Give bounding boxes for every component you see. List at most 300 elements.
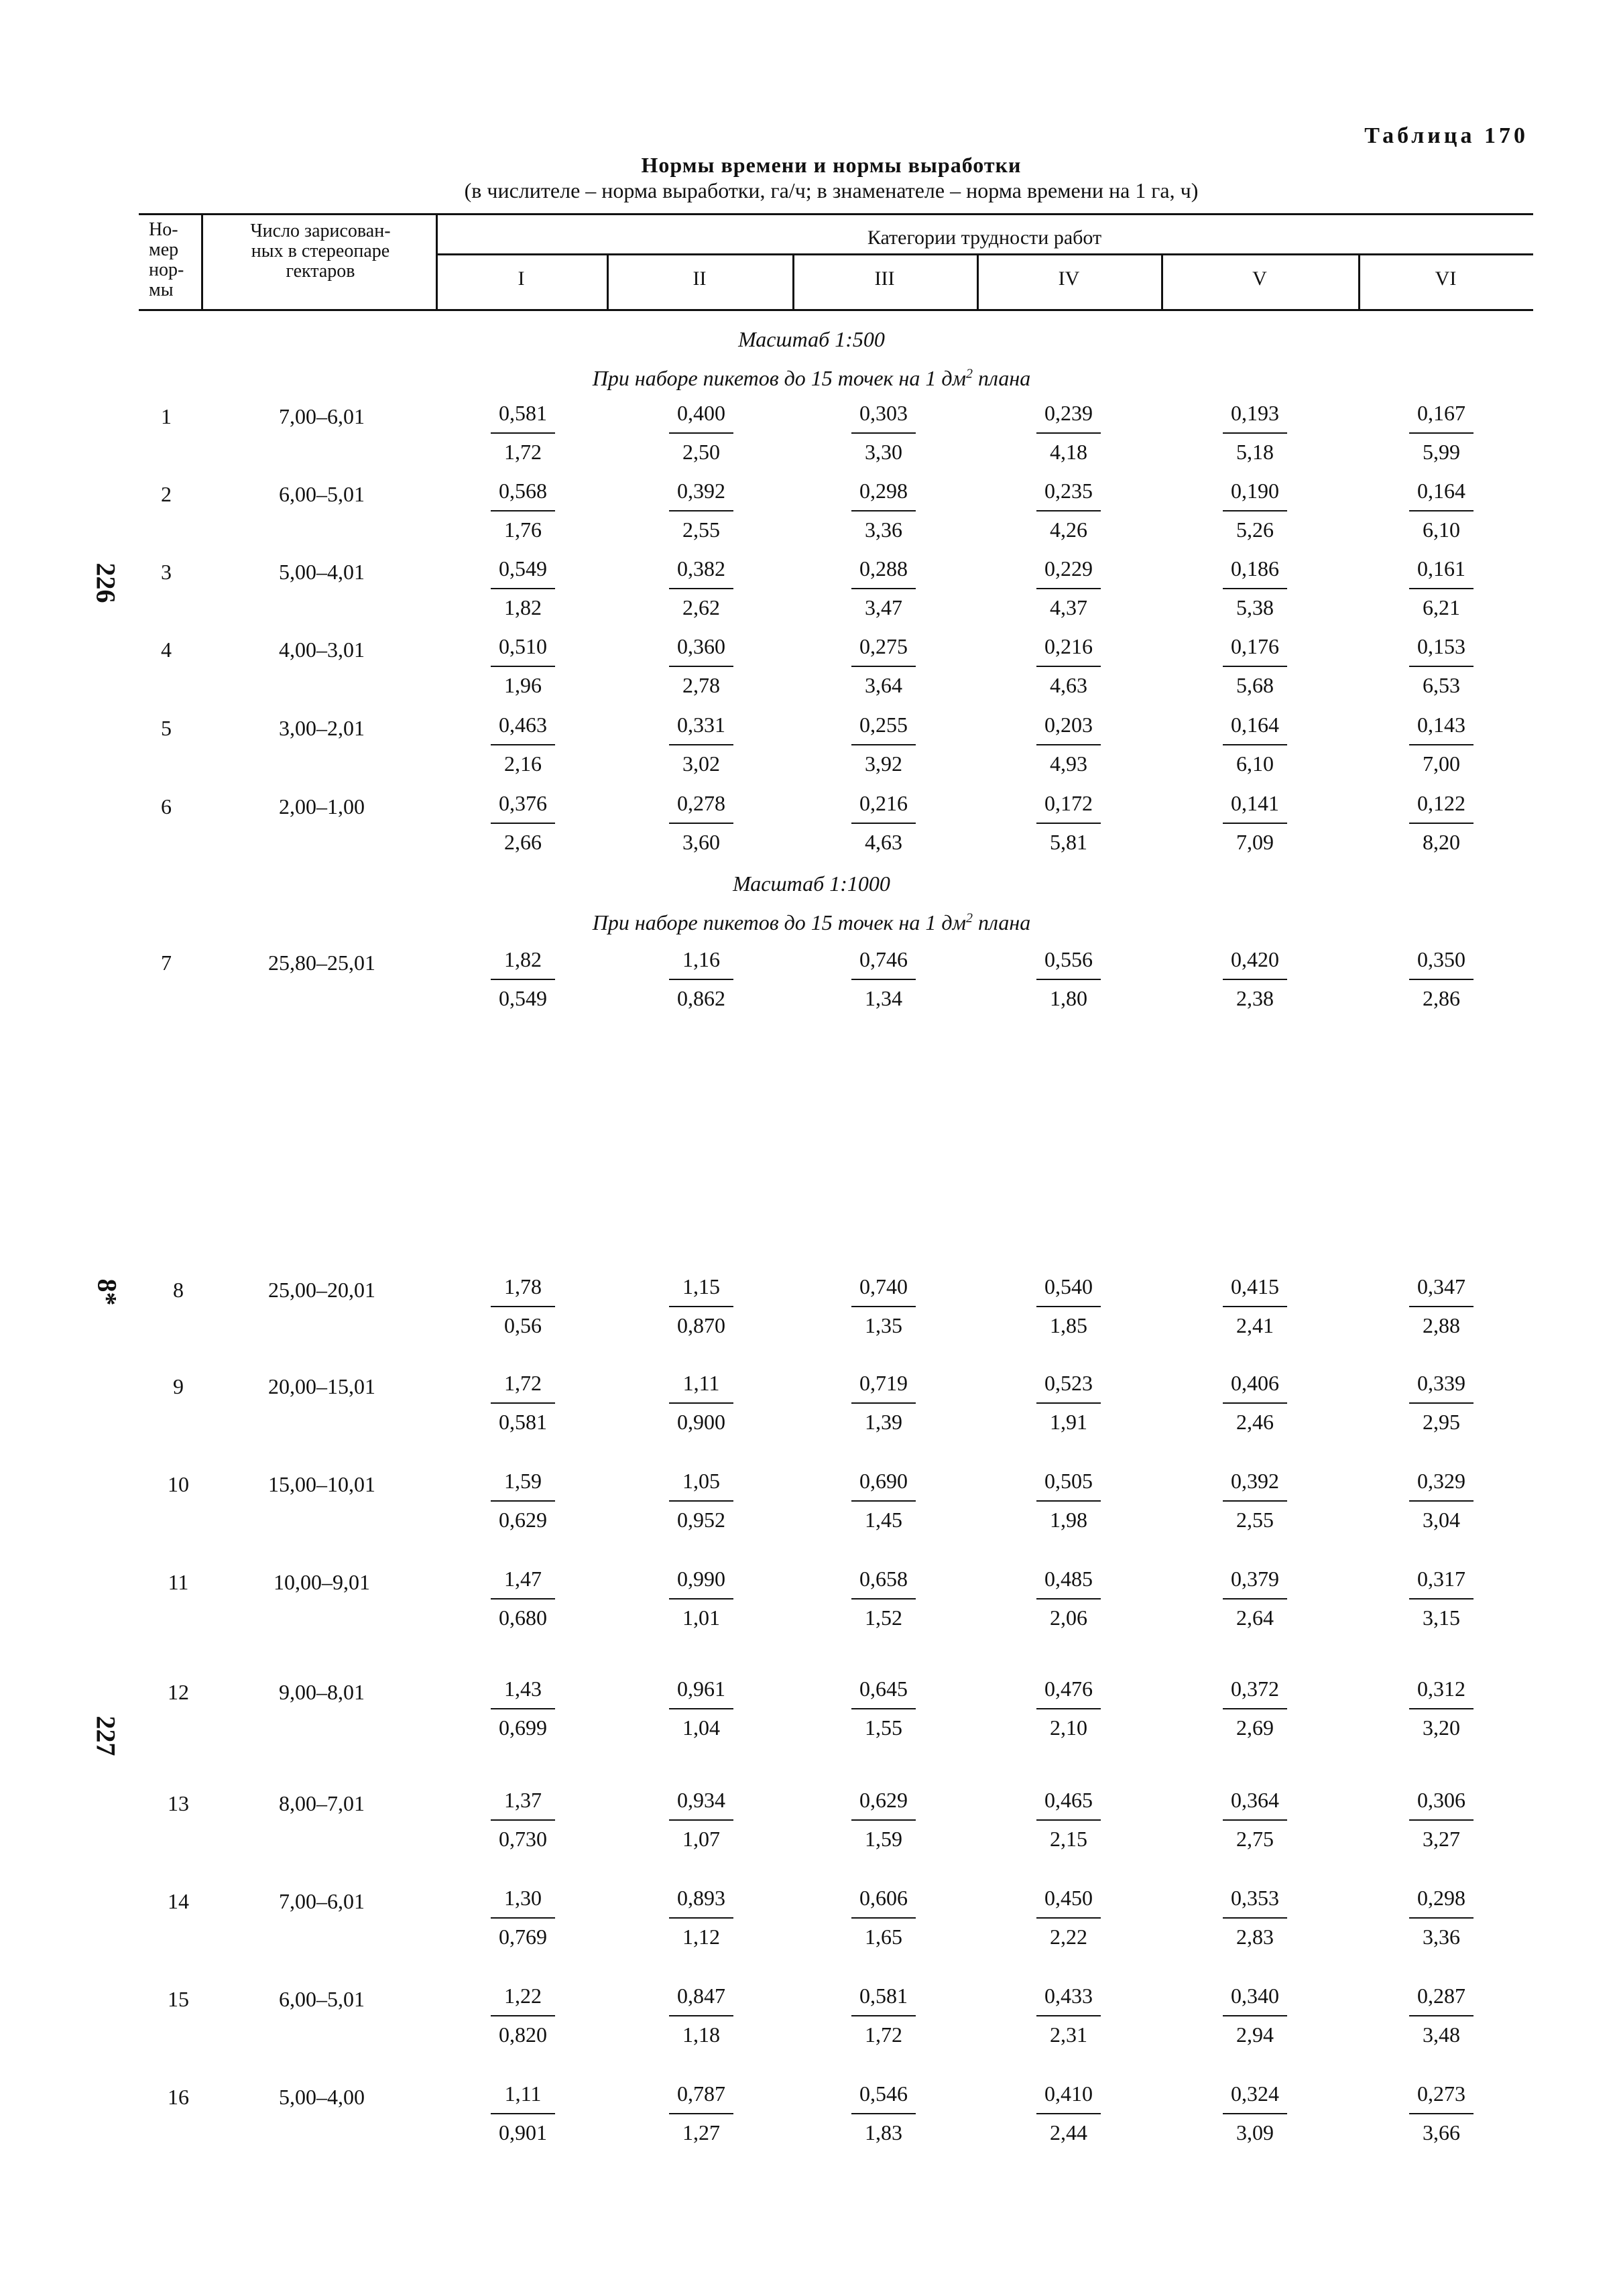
- fraction-bar: [1223, 1917, 1287, 1919]
- output-rate: 0,510: [499, 634, 547, 658]
- output-rate: 0,298: [1417, 1886, 1465, 1910]
- hectare-range: 20,00–15,01: [268, 1374, 375, 1398]
- output-rate: 0,581: [859, 1984, 908, 2008]
- output-rate: 0,476: [1044, 1677, 1093, 1701]
- norm-fraction: [476, 2079, 570, 2147]
- output-rate: 0,275: [859, 634, 908, 658]
- norm-fraction: [837, 1675, 930, 1742]
- norm-fraction: [1394, 1884, 1488, 1951]
- output-rate: 0,629: [859, 1788, 908, 1812]
- time-rate: 4,26: [1050, 518, 1087, 542]
- time-rate: 3,66: [1423, 2120, 1460, 2144]
- header-category-2: II: [693, 267, 707, 290]
- norm-fraction: [837, 1272, 930, 1339]
- output-rate: 0,485: [1044, 1567, 1093, 1591]
- norm-fraction: [654, 1467, 748, 1534]
- time-rate: 2,86: [1423, 986, 1460, 1010]
- time-rate: 3,47: [865, 595, 902, 619]
- fraction-bar: [1223, 744, 1287, 745]
- fraction-bar: [1223, 2113, 1287, 2114]
- header-bottom-rule: [139, 309, 1533, 311]
- fraction-bar: [1409, 1598, 1474, 1599]
- output-rate: 1,16: [682, 947, 720, 971]
- hectare-range: 10,00–9,01: [274, 1570, 370, 1594]
- time-rate: 2,46: [1236, 1410, 1274, 1434]
- norm-fraction: [837, 945, 930, 1012]
- output-rate: 0,415: [1231, 1274, 1279, 1298]
- fraction-bar: [669, 1819, 733, 1821]
- hectare-range: 7,00–6,01: [279, 404, 365, 428]
- time-rate: 3,48: [1423, 2022, 1460, 2047]
- norm-fraction: [837, 789, 930, 856]
- output-rate: 0,787: [677, 2081, 725, 2106]
- output-rate: 0,303: [859, 401, 908, 425]
- fraction-bar: [1036, 588, 1101, 589]
- fraction-bar: [1036, 1708, 1101, 1709]
- fraction-bar: [1409, 823, 1474, 824]
- time-rate: 3,64: [865, 673, 902, 697]
- time-rate: 5,68: [1236, 673, 1274, 697]
- time-rate: 0,549: [499, 986, 547, 1010]
- fraction-bar: [1036, 1819, 1101, 1821]
- hectare-range: 25,80–25,01: [268, 951, 375, 975]
- time-rate: 0,952: [677, 1508, 725, 1532]
- norm-fraction: [1022, 2079, 1116, 2147]
- time-rate: 0,870: [677, 1313, 725, 1337]
- output-rate: 0,581: [499, 401, 547, 425]
- norm-fraction: [837, 632, 930, 699]
- norm-fraction: [1208, 1786, 1302, 1853]
- fraction-bar: [851, 510, 916, 511]
- norm-fraction: [476, 1369, 570, 1436]
- time-rate: 5,18: [1236, 440, 1274, 464]
- time-rate: 1,39: [865, 1410, 902, 1434]
- time-rate: 6,10: [1423, 518, 1460, 542]
- hectare-range: 8,00–7,01: [279, 1791, 365, 1815]
- section-condition: [0, 910, 1623, 935]
- time-rate: 4,63: [1050, 673, 1087, 697]
- norm-fraction: [1022, 1884, 1116, 1951]
- time-rate: 2,78: [682, 673, 720, 697]
- fraction-bar: [1409, 2113, 1474, 2114]
- output-rate: 0,164: [1417, 479, 1465, 503]
- fraction-bar: [669, 1598, 733, 1599]
- norm-fraction: [837, 1982, 930, 2049]
- norm-fraction: [837, 1884, 930, 1951]
- norm-fraction: [654, 554, 748, 621]
- norm-fraction: [1208, 945, 1302, 1012]
- header-category-5: V: [1252, 267, 1267, 290]
- norm-number: 16: [168, 2085, 189, 2109]
- norm-number: 12: [168, 1680, 189, 1704]
- norm-fraction: [837, 554, 930, 621]
- output-rate: 0,122: [1417, 791, 1465, 815]
- fraction-bar: [851, 2015, 916, 2016]
- time-rate: 6,53: [1423, 673, 1460, 697]
- fraction-bar: [1223, 979, 1287, 980]
- fraction-bar: [851, 1402, 916, 1404]
- time-rate: 1,34: [865, 986, 902, 1010]
- time-rate: 3,36: [865, 518, 902, 542]
- norm-fraction: [837, 1467, 930, 1534]
- header-text-line: нор-: [149, 259, 184, 280]
- norm-fraction: [476, 789, 570, 856]
- output-rate: 0,549: [499, 556, 547, 581]
- time-rate: 1,07: [682, 1827, 720, 1851]
- time-rate: 1,91: [1050, 1410, 1087, 1434]
- table-label: Таблица 170: [1364, 123, 1528, 148]
- header-category-1: I: [518, 267, 525, 290]
- output-rate: 0,176: [1231, 634, 1279, 658]
- fraction-bar: [851, 432, 916, 434]
- norm-fraction: [1394, 399, 1488, 466]
- time-rate: 2,38: [1236, 986, 1274, 1010]
- time-rate: 3,15: [1423, 1606, 1460, 1630]
- fraction-bar: [669, 510, 733, 511]
- norm-fraction: [654, 1272, 748, 1339]
- fraction-bar: [1036, 1306, 1101, 1307]
- hectare-range: 25,00–20,01: [268, 1278, 375, 1302]
- hectare-range: 5,00–4,00: [279, 2085, 365, 2109]
- output-rate: 0,382: [677, 556, 725, 581]
- time-rate: 2,94: [1236, 2022, 1274, 2047]
- norm-fraction: [654, 399, 748, 466]
- output-rate: 0,190: [1231, 479, 1279, 503]
- output-rate: 0,216: [1044, 634, 1093, 658]
- table-title: Нормы времени и нормы выработки: [641, 153, 1022, 177]
- time-rate: 0,769: [499, 1925, 547, 1949]
- time-rate: 2,64: [1236, 1606, 1274, 1630]
- output-rate: 0,505: [1044, 1469, 1093, 1493]
- time-rate: 1,01: [682, 1606, 720, 1630]
- norm-fraction: [1208, 1884, 1302, 1951]
- fraction-bar: [491, 1598, 555, 1599]
- fraction-bar: [1036, 744, 1101, 745]
- output-rate: 0,340: [1231, 1984, 1279, 2008]
- time-rate: 1,82: [504, 595, 542, 619]
- output-rate: 0,740: [859, 1274, 908, 1298]
- time-rate: 1,55: [865, 1715, 902, 1740]
- hectare-range: 15,00–10,01: [268, 1472, 375, 1496]
- time-rate: 1,27: [682, 2120, 720, 2144]
- time-rate: 3,09: [1236, 2120, 1274, 2144]
- time-rate: 1,72: [504, 440, 542, 464]
- output-rate: 0,161: [1417, 556, 1465, 581]
- time-rate: 8,20: [1423, 830, 1460, 854]
- time-rate: 1,80: [1050, 986, 1087, 1010]
- header-category-3: III: [874, 267, 895, 290]
- norm-fraction: [837, 1565, 930, 1632]
- fraction-bar: [851, 1598, 916, 1599]
- fraction-bar: [491, 2113, 555, 2114]
- output-rate: 0,329: [1417, 1469, 1465, 1493]
- time-rate: 2,55: [1236, 1508, 1274, 1532]
- time-rate: 5,99: [1423, 440, 1460, 464]
- time-rate: 0,680: [499, 1606, 547, 1630]
- norm-fraction: [1208, 1369, 1302, 1436]
- fraction-bar: [669, 2113, 733, 2114]
- output-rate: 1,78: [504, 1274, 542, 1298]
- output-rate: 1,11: [504, 2081, 542, 2106]
- output-rate: 0,465: [1044, 1788, 1093, 1812]
- norm-fraction: [1022, 1369, 1116, 1436]
- fraction-bar: [491, 823, 555, 824]
- fraction-bar: [491, 1500, 555, 1502]
- output-rate: 0,540: [1044, 1274, 1093, 1298]
- norm-fraction: [1394, 711, 1488, 778]
- norm-fraction: [1394, 1565, 1488, 1632]
- norm-number: 6: [161, 794, 172, 819]
- output-rate: 1,72: [504, 1371, 542, 1395]
- time-rate: 2,88: [1423, 1313, 1460, 1337]
- norm-fraction: [476, 945, 570, 1012]
- norm-fraction: [1022, 399, 1116, 466]
- output-rate: 0,287: [1417, 1984, 1465, 2008]
- norm-number: 14: [168, 1889, 189, 1913]
- time-rate: 2,44: [1050, 2120, 1087, 2144]
- norm-fraction: [1022, 1565, 1116, 1632]
- norm-number: 8: [173, 1278, 184, 1302]
- norm-fraction: [1022, 1467, 1116, 1534]
- hectare-range: 6,00–5,01: [279, 1987, 365, 2011]
- section-scale-heading: Масштаб 1:1000: [733, 871, 890, 896]
- time-rate: 2,31: [1050, 2022, 1087, 2047]
- norm-fraction: [654, 1675, 748, 1742]
- fraction-bar: [491, 2015, 555, 2016]
- time-rate: 1,65: [865, 1925, 902, 1949]
- output-rate: 0,376: [499, 791, 547, 815]
- fraction-bar: [491, 1306, 555, 1307]
- norm-fraction: [654, 1565, 748, 1632]
- output-rate: 0,406: [1231, 1371, 1279, 1395]
- time-rate: 5,38: [1236, 595, 1274, 619]
- norm-fraction: [1394, 554, 1488, 621]
- time-rate: 3,02: [682, 751, 720, 776]
- norm-fraction: [476, 1467, 570, 1534]
- output-rate: 0,324: [1231, 2081, 1279, 2106]
- output-rate: 0,203: [1044, 713, 1093, 737]
- fraction-bar: [669, 1306, 733, 1307]
- output-rate: 0,167: [1417, 401, 1465, 425]
- norm-fraction: [476, 1565, 570, 1632]
- time-rate: 2,16: [504, 751, 542, 776]
- time-rate: 0,581: [499, 1410, 547, 1434]
- fraction-bar: [851, 1500, 916, 1502]
- output-rate: 0,141: [1231, 791, 1279, 815]
- condition-text: При наборе пикетов до 15 точек на 1 дм: [592, 366, 966, 390]
- section-scale-heading: Масштаб 1:500: [738, 327, 885, 351]
- norm-fraction: [1208, 399, 1302, 466]
- norm-fraction: [1208, 1675, 1302, 1742]
- fraction-bar: [851, 1819, 916, 1821]
- norm-fraction: [476, 1786, 570, 1853]
- output-rate: 0,433: [1044, 1984, 1093, 2008]
- fraction-bar: [1036, 666, 1101, 667]
- time-rate: 0,629: [499, 1508, 547, 1532]
- output-rate: 0,450: [1044, 1886, 1093, 1910]
- time-rate: 1,76: [504, 518, 542, 542]
- fraction-bar: [1223, 588, 1287, 589]
- norm-fraction: [1022, 1786, 1116, 1853]
- fraction-bar: [1223, 1306, 1287, 1307]
- norm-fraction: [1022, 1982, 1116, 2049]
- fraction-bar: [1409, 1819, 1474, 1821]
- norm-fraction: [476, 1675, 570, 1742]
- norm-number: 1: [161, 404, 172, 428]
- time-rate: 2,10: [1050, 1715, 1087, 1740]
- output-rate: 0,186: [1231, 556, 1279, 581]
- output-rate: 0,556: [1044, 947, 1093, 971]
- norm-fraction: [1022, 789, 1116, 856]
- norm-fraction: [1208, 1467, 1302, 1534]
- fraction-bar: [851, 979, 916, 980]
- fraction-bar: [669, 1402, 733, 1404]
- output-rate: 0,606: [859, 1886, 908, 1910]
- output-rate: 0,164: [1231, 713, 1279, 737]
- fraction-bar: [669, 1500, 733, 1502]
- fraction-bar: [1409, 1708, 1474, 1709]
- norm-fraction: [476, 554, 570, 621]
- output-rate: 1,82: [504, 947, 542, 971]
- norm-fraction: [1208, 1565, 1302, 1632]
- output-rate: 0,364: [1231, 1788, 1279, 1812]
- fraction-bar: [1223, 1708, 1287, 1709]
- fraction-bar: [1409, 588, 1474, 589]
- output-rate: 0,719: [859, 1371, 908, 1395]
- fraction-bar: [669, 2015, 733, 2016]
- output-rate: 0,392: [677, 479, 725, 503]
- norm-fraction: [1394, 1675, 1488, 1742]
- fraction-bar: [1223, 432, 1287, 434]
- margin-signature-mark: 8*: [92, 1278, 123, 1306]
- time-rate: 3,36: [1423, 1925, 1460, 1949]
- norm-fraction: [476, 399, 570, 466]
- norm-fraction: [654, 1884, 748, 1951]
- output-rate: 0,934: [677, 1788, 725, 1812]
- output-rate: 1,05: [682, 1469, 720, 1493]
- norm-fraction: [476, 1982, 570, 2049]
- output-rate: 0,360: [677, 634, 725, 658]
- output-rate: 0,658: [859, 1567, 908, 1591]
- table-subtitle: (в числителе – норма выработки, га/ч; в знаменателе – норма времени на 1 га, ч): [464, 178, 1199, 202]
- output-rate: 0,172: [1044, 791, 1093, 815]
- header-text-line: Число зарисован-: [250, 221, 391, 241]
- output-rate: 1,30: [504, 1886, 542, 1910]
- time-rate: 3,30: [865, 440, 902, 464]
- output-rate: 0,463: [499, 713, 547, 737]
- output-rate: 0,143: [1417, 713, 1465, 737]
- header-divider: [201, 213, 203, 311]
- output-rate: 1,59: [504, 1469, 542, 1493]
- norm-fraction: [1208, 632, 1302, 699]
- hectare-range: 5,00–4,01: [279, 560, 365, 584]
- norm-number: 9: [173, 1374, 184, 1398]
- output-rate: 0,893: [677, 1886, 725, 1910]
- time-rate: 2,62: [682, 595, 720, 619]
- norm-number: 10: [168, 1472, 189, 1496]
- hectare-range: 4,00–3,01: [279, 638, 365, 662]
- fraction-bar: [851, 2113, 916, 2114]
- time-rate: 2,75: [1236, 1827, 1274, 1851]
- fraction-bar: [1036, 1500, 1101, 1502]
- output-rate: 0,961: [677, 1677, 725, 1701]
- norm-fraction: [1208, 554, 1302, 621]
- norm-fraction: [1022, 945, 1116, 1012]
- output-rate: 0,372: [1231, 1677, 1279, 1701]
- norm-fraction: [1208, 1982, 1302, 2049]
- output-rate: 0,288: [859, 556, 908, 581]
- time-rate: 3,04: [1423, 1508, 1460, 1532]
- output-rate: 0,746: [859, 947, 908, 971]
- norm-fraction: [1394, 2079, 1488, 2147]
- norm-fraction: [837, 1786, 930, 1853]
- output-rate: 0,312: [1417, 1677, 1465, 1701]
- header-text-line: ных в стереопаре: [251, 241, 390, 261]
- output-rate: 0,235: [1044, 479, 1093, 503]
- norm-fraction: [837, 2079, 930, 2147]
- fraction-bar: [1036, 2015, 1101, 2016]
- output-rate: 0,298: [859, 479, 908, 503]
- output-rate: 0,317: [1417, 1567, 1465, 1591]
- norm-fraction: [476, 1884, 570, 1951]
- fraction-bar: [1223, 1500, 1287, 1502]
- output-rate: 0,216: [859, 791, 908, 815]
- time-rate: 2,22: [1050, 1925, 1087, 1949]
- header-text-line: гектаров: [286, 261, 355, 282]
- output-rate: 0,353: [1231, 1886, 1279, 1910]
- hectare-range: 2,00–1,00: [279, 794, 365, 819]
- fraction-bar: [1223, 510, 1287, 511]
- output-rate: 0,239: [1044, 401, 1093, 425]
- header-category-6: VI: [1435, 267, 1457, 290]
- output-rate: 0,990: [677, 1567, 725, 1591]
- time-rate: 6,10: [1236, 751, 1274, 776]
- output-rate: 0,847: [677, 1984, 725, 2008]
- norm-fraction: [837, 399, 930, 466]
- time-rate: 2,95: [1423, 1410, 1460, 1434]
- header-norm-number: [149, 220, 196, 300]
- norm-number: 5: [161, 716, 172, 740]
- hectare-range: 3,00–2,01: [279, 716, 365, 740]
- norm-fraction: [1394, 945, 1488, 1012]
- time-rate: 4,63: [865, 830, 902, 854]
- time-rate: 1,04: [682, 1715, 720, 1740]
- time-rate: 6,21: [1423, 595, 1460, 619]
- fraction-bar: [491, 588, 555, 589]
- margin-page-number-226: 226: [91, 562, 121, 603]
- fraction-bar: [1409, 510, 1474, 511]
- fraction-bar: [851, 823, 916, 824]
- output-rate: 0,193: [1231, 401, 1279, 425]
- norm-fraction: [1022, 632, 1116, 699]
- time-rate: 2,55: [682, 518, 720, 542]
- norm-fraction: [1394, 1786, 1488, 1853]
- norm-number: 2: [161, 482, 172, 506]
- condition-superscript: 2: [965, 366, 973, 381]
- time-rate: 5,81: [1050, 830, 1087, 854]
- fraction-bar: [1036, 823, 1101, 824]
- fraction-bar: [1036, 510, 1101, 511]
- norm-number: 3: [161, 560, 172, 584]
- time-rate: 5,26: [1236, 518, 1274, 542]
- norm-fraction: [1394, 477, 1488, 544]
- time-rate: 2,50: [682, 440, 720, 464]
- header-text-line: мер: [149, 239, 179, 260]
- fraction-bar: [1223, 1819, 1287, 1821]
- time-rate: 3,27: [1423, 1827, 1460, 1851]
- norm-number: 11: [168, 1570, 189, 1594]
- time-rate: 1,59: [865, 1827, 902, 1851]
